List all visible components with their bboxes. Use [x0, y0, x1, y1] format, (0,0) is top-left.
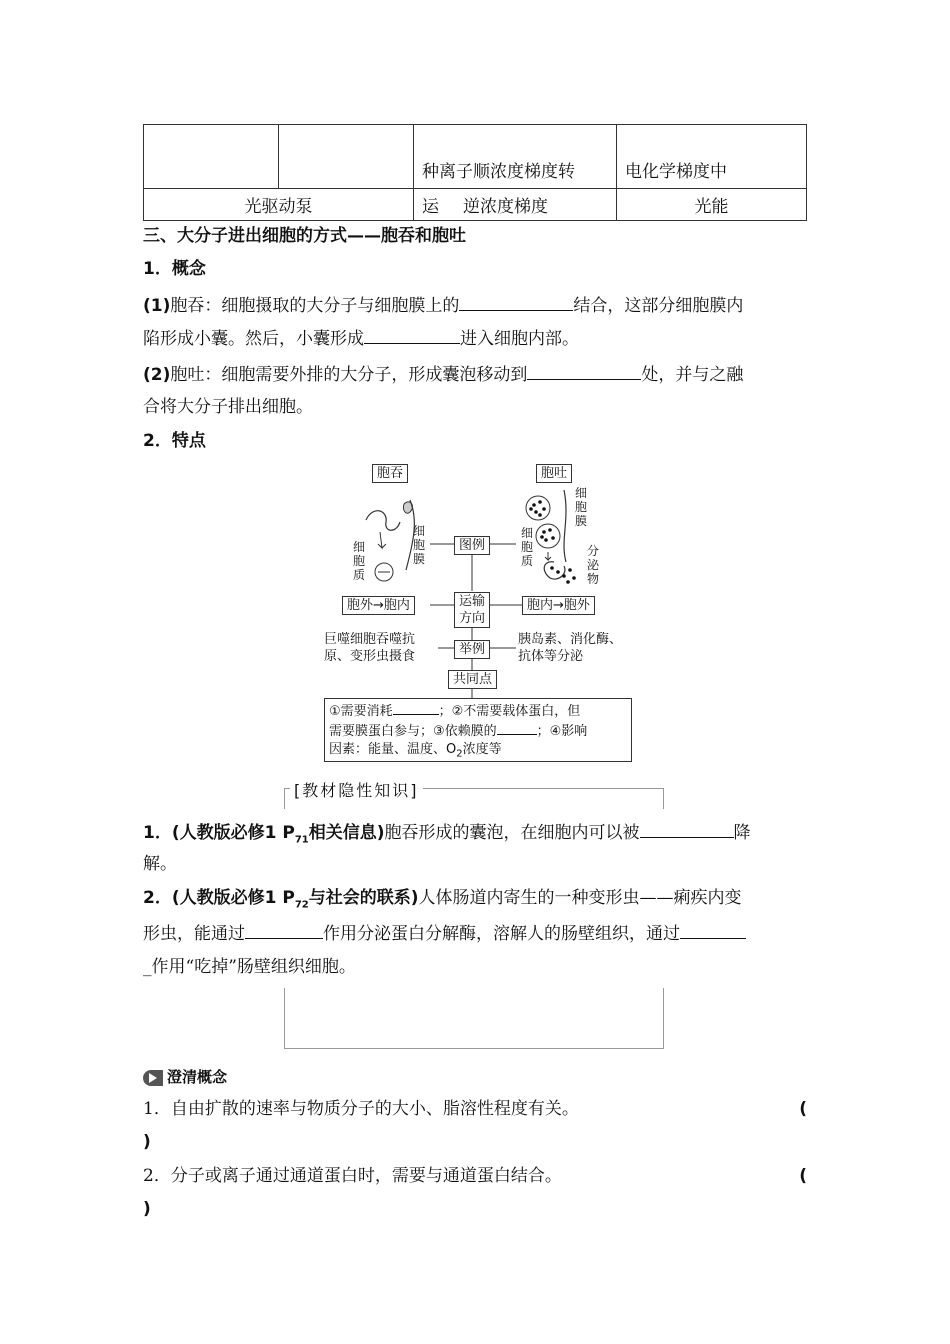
common-points-box [324, 698, 632, 762]
table-cell: 光能 [617, 189, 807, 221]
text: 因素：能量、温度、O [329, 742, 457, 757]
paragraph-exocytosis-cont: 合将大分子排出细胞。 [143, 397, 313, 417]
fill-blank[interactable] [245, 920, 323, 939]
text: (人教版必修1 P [171, 888, 295, 908]
fill-blank[interactable] [393, 701, 439, 715]
text: ；②不需要载体蛋白，但 [438, 704, 581, 719]
text: 需要膜蛋白参与；③依赖膜的 [329, 724, 497, 739]
membrane-line-icon [564, 490, 566, 562]
fill-blank[interactable] [527, 361, 641, 380]
example-box: 举例 [454, 640, 490, 659]
hidden-q2-cont2: _作用“吃掉”肠壁组织细胞。 [143, 957, 356, 977]
table-text: 运 [422, 197, 439, 217]
text: 人体肠道内寄生的一种变形虫——痢疾内变 [418, 888, 742, 908]
frame-bottom [284, 988, 664, 1049]
fill-blank[interactable] [680, 920, 746, 939]
cytoplasm-label: 细胞质 [520, 526, 533, 568]
cell-membrane-label: 细胞膜 [412, 524, 425, 566]
text: 陷形成小囊。然后，小囊形成 [143, 329, 364, 349]
table-cell [279, 125, 414, 189]
text: ；④影响 [536, 724, 588, 739]
hidden-q2 [143, 886, 807, 917]
clarify-s1-close: ) [143, 1132, 151, 1152]
text: 1．自由扩散的速率与物质分子的大小、脂溶性程度有关。 [143, 1099, 579, 1119]
fill-blank[interactable] [364, 325, 460, 344]
table-cell: 种离子顺浓度梯度转 [414, 125, 617, 189]
text: 进入细胞内部。 [460, 329, 579, 349]
arrow-down-icon [545, 552, 551, 560]
text: 处，并与之融 [641, 365, 744, 385]
play-icon [143, 1070, 163, 1086]
title-text: 教材隐性知识 [302, 781, 411, 800]
text: 71 [294, 834, 309, 846]
text: 1． [143, 823, 172, 843]
cytoplasm-label: 细胞质 [352, 540, 365, 582]
exocytosis-label: 胞吐 [536, 464, 572, 483]
clarify-s1 [143, 1097, 807, 1121]
secretion-label: 分泌物 [586, 544, 599, 586]
transport-table [143, 124, 807, 221]
text: 作用分泌蛋白分解酶，溶解人的肠壁组织，通过 [323, 924, 680, 944]
text: 结合，这部分细胞膜内 [573, 296, 744, 316]
text: ①需要消耗 [329, 704, 393, 719]
common-box: 共同点 [448, 670, 497, 689]
hidden-knowledge-title: [教材隐性知识] [290, 778, 423, 801]
legend-box: 图例 [454, 536, 490, 555]
example-left: 原、变形虫摄食 [324, 649, 416, 664]
text: 胞吞：细胞摄取的大分子与细胞膜上的 [170, 296, 460, 316]
text: 相关信息) [308, 823, 385, 843]
clarify-s2-close: ) [143, 1199, 151, 1219]
fill-blank[interactable] [497, 721, 537, 735]
label: (1) [143, 296, 171, 316]
table-cell: 光驱动泵 [144, 189, 414, 221]
concept-heading: 1．概念 [143, 259, 206, 279]
example-right: 胰岛素、消化酶、 [518, 632, 623, 647]
text: 2．分子或离子通过通道蛋白时，需要与通道蛋白结合。 [143, 1166, 562, 1186]
text: 72 [294, 899, 309, 911]
section-heading: 三、大分子进出细胞的方式——胞吞和胞吐 [143, 226, 466, 246]
text: 胞吞形成的囊泡，在细胞内可以被 [384, 823, 640, 843]
text: 与社会的联系) [308, 888, 419, 908]
endocytosis-label: 胞吞 [372, 464, 408, 483]
paragraph-endocytosis [143, 292, 807, 318]
clarify-s2 [143, 1164, 807, 1188]
text: (人教版必修1 P [171, 823, 295, 843]
example-left: 巨噬细胞吞噬抗 [324, 632, 416, 647]
table-cell [414, 189, 617, 221]
direction-box: 运输方向 [454, 592, 490, 628]
arrow-down-icon [378, 532, 386, 548]
table-text: 逆浓度梯度 [463, 197, 548, 217]
hidden-q2-cont [143, 920, 807, 946]
direction-out-box: 胞内→胞外 [522, 596, 595, 615]
text: 形虫，能通过 [143, 924, 245, 944]
membrane-curve-icon [366, 511, 400, 531]
cell-membrane-label: 细胞膜 [574, 486, 587, 528]
paragraph-endocytosis-cont [143, 325, 807, 351]
membrane-curve-icon [544, 562, 565, 579]
paragraph-exocytosis [143, 361, 807, 387]
feature-heading: 2．特点 [143, 431, 206, 451]
table-cell [144, 125, 279, 189]
clarify-section [143, 1066, 227, 1087]
text: 降 [733, 823, 751, 843]
fill-blank[interactable] [459, 292, 573, 311]
answer-paren[interactable]: ( [799, 1166, 807, 1186]
clarify-title: 澄清概念 [167, 1068, 228, 1086]
label: (2) [143, 365, 171, 385]
hidden-q1 [143, 819, 807, 852]
direction-in-box: 胞外→胞内 [342, 596, 415, 615]
answer-paren[interactable]: ( [799, 1099, 807, 1119]
table-cell: 电化学梯度中 [617, 125, 807, 189]
example-right: 抗体等分泌 [518, 649, 584, 664]
fill-blank[interactable] [640, 819, 734, 838]
text: 胞吐：细胞需要外排的大分子，形成囊泡移动到 [170, 365, 528, 385]
hidden-q1-cont: 解。 [143, 854, 177, 874]
vesicle-icon [536, 524, 560, 548]
subscript: 2 [456, 748, 463, 760]
endo-exo-diagram [318, 460, 638, 760]
text: 2． [143, 888, 172, 908]
text: 浓度等 [462, 742, 502, 757]
